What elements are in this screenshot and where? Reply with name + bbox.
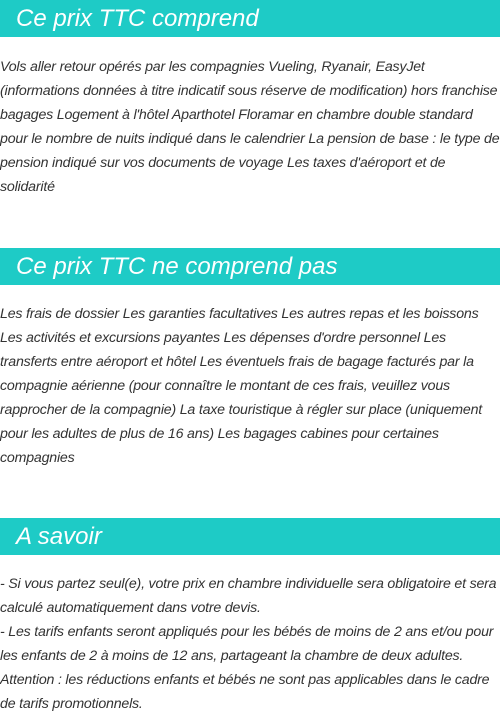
section-title-included: Ce prix TTC comprend: [0, 0, 500, 37]
not-included-description: [0, 302, 500, 470]
good-to-know-description: [0, 572, 500, 716]
section-title-not-included: Ce prix TTC ne comprend pas: [0, 248, 500, 285]
good-to-know-paragraph-single: - Si vous partez seul(e), votre prix en chambre individuelle sera obligatoire et sera calculé automatiquement dans votre devis.: [0, 576, 497, 616]
not-included-paragraph: Les frais de dossier Les garanties facultatives Les autres repas et les boissons Les activités et excursions payantes Les dépenses d'ordre personnel Les transferts entre aéroport et hôtel Les éventuels frais de bagage facturés par la compagnie aérienne (pour connaître le montant de ces frais, veuillez vous rapprocher de la compagnie) La taxe touristique à régler sur place (uniquement pour les adultes de plus de 16 ans) Les bagages cabines pour certaines compagnies: [0, 306, 483, 466]
section-title-good-to-know: A savoir: [0, 518, 500, 555]
included-description: [0, 55, 500, 199]
included-paragraph: Vols aller retour opérés par les compagnies Vueling, Ryanair, EasyJet (informations données à titre indicatif sous réserve de modification) hors franchise bagages Logement à l'hôtel Aparthotel Floramar en chambre double standard pour le nombre de nuits indiqué dans le calendrier La pension de base : le type de pension indiqué sur vos documents de voyage Les taxes d'aéroport et de solidarité: [0, 59, 500, 195]
good-to-know-paragraph-children: - Les tarifs enfants seront appliqués pour les bébés de moins de 2 ans et/ou pour les enfants de 2 à moins de 12 ans, partageant la chambre de deux adultes. Attention : les réductions enfants et bébés ne sont pas applicables dans le cadre de tarifs promotionnels.: [0, 624, 494, 712]
